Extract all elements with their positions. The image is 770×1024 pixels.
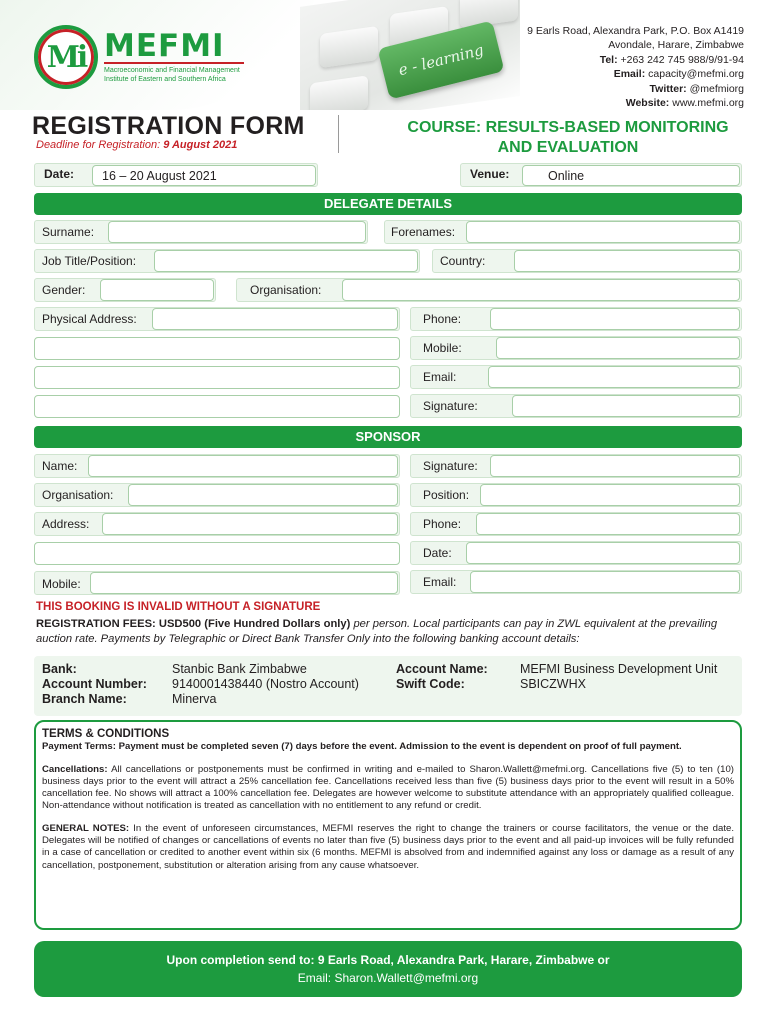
forenames-input[interactable] — [466, 221, 740, 243]
terms-and-conditions — [34, 720, 742, 930]
contact-address-1: 9 Earls Road, Alexandra Park, P.O. Box A1419 — [527, 25, 744, 37]
terms-heading: TERMS & CONDITIONS — [42, 728, 170, 740]
physical-address-input-3[interactable] — [34, 366, 400, 389]
phone-label: Phone: — [423, 312, 462, 326]
sponsor-email-label: Email: — [423, 575, 457, 589]
forenames-label: Forenames: — [391, 225, 456, 239]
contact-block — [527, 24, 744, 110]
surname-label: Surname: — [42, 225, 95, 239]
contact-website: Website: www.mefmi.org — [625, 97, 744, 110]
sponsor-signature-input[interactable] — [490, 455, 740, 477]
sponsor-date-label: Date: — [423, 546, 452, 560]
gender-input[interactable] — [100, 279, 214, 301]
form-title: REGISTRATION FORM — [32, 112, 305, 140]
physical-address-input-2[interactable] — [34, 337, 400, 360]
payment-terms: Payment Terms: Payment must be completed seven (7) days before the event. Admission to the event is dependent on proof of full payment. — [42, 741, 682, 753]
physical-address-input-4[interactable] — [34, 395, 400, 418]
physical-address-label: Physical Address: — [42, 312, 137, 326]
bank-values: Stanbic Bank Zimbabwe 9140001438440 (Nostro Account) Minerva — [172, 662, 359, 706]
mefmi-logo — [34, 24, 264, 90]
submission-footer — [34, 941, 742, 997]
course-title: COURSE: RESULTS-BASED MONITORING AND EVALUATION — [407, 119, 729, 156]
sponsor-phone-label: Phone: — [423, 517, 462, 531]
physical-address-input-1[interactable] — [152, 308, 398, 330]
logo-name: MEFMI — [104, 28, 225, 64]
sponsor-address-input-2[interactable] — [34, 542, 400, 565]
phone-input[interactable] — [490, 308, 740, 330]
contact-address-2: Avondale, Harare, Zimbabwe — [608, 39, 744, 52]
mobile-input[interactable] — [496, 337, 740, 359]
contact-email: Email: capacity@mefmi.org — [613, 68, 744, 81]
venue-value: Online — [548, 169, 585, 183]
logo-subtitle: Macroeconomic and Financial Management Institute of Eastern and Southern Africa — [104, 62, 244, 84]
footer-email[interactable]: Email: Sharon.Wallett@mefmi.org — [297, 971, 479, 985]
keyboard-key — [320, 26, 378, 68]
invalid-booking-notice: THIS BOOKING IS INVALID WITHOUT A SIGNATURE — [36, 601, 321, 613]
delegate-section-header: DELEGATE DETAILS — [34, 193, 742, 215]
organisation-input[interactable] — [342, 279, 740, 301]
contact-tel: Tel: +263 242 745 988/9/91-94 — [599, 53, 744, 66]
sponsor-section-header: SPONSOR — [34, 426, 742, 448]
date-label: Date: — [44, 167, 75, 181]
general-notes: GENERAL NOTES: In the event of unforeseen circumstances, MEFMI reserves the right to change the trainers or course facilitators, the venue or the date. Delegates will be notified of changes or cancellations of events no later than five (5) business days prior to the event and all paid-up invoices will be fully refunded in a case of cancellation or credited to another event within six (6 months. MEFMI is absolved from and indemnified against any loss or damage as a result of any cancellation, postponement, substitution or alteration arising from any cause whatsoever. — [42, 822, 734, 871]
contact-twitter: Twitter: @mefmiorg — [649, 82, 744, 95]
sponsor-address-input-1[interactable] — [102, 513, 398, 535]
venue-label: Venue: — [470, 167, 510, 181]
email-label: Email: — [423, 370, 457, 384]
signature-label: Signature: — [423, 399, 478, 413]
registration-fees: REGISTRATION FEES: USD500 (Five Hundred Dollars only) per person. Local participants can pay in ZWL equivalent at the prevailing auction rate. Payments by Telegraphic or Direct Bank Transfer Only into the following banking account details: — [36, 618, 718, 645]
sponsor-mobile-label: Mobile: — [42, 577, 81, 591]
footer-address: Upon completion send to: 9 Earls Road, Alexandra Park, Harare, Zimbabwe or — [166, 953, 610, 967]
sponsor-organisation-input[interactable] — [128, 484, 398, 506]
sponsor-mobile-input[interactable] — [90, 572, 398, 594]
sponsor-email-input[interactable] — [470, 571, 740, 593]
account-labels: Account Name: Swift Code: — [396, 662, 488, 691]
job-title-label: Job Title/Position: — [42, 254, 137, 268]
gender-label: Gender: — [42, 283, 86, 297]
country-label: Country: — [440, 254, 486, 268]
keyboard-key — [310, 75, 368, 110]
sponsor-position-input[interactable] — [480, 484, 740, 506]
account-values: MEFMI Business Development Unit SBICZWHX — [520, 662, 718, 691]
sponsor-name-input[interactable] — [88, 455, 398, 477]
sponsor-position-label: Position: — [423, 488, 470, 502]
email-input[interactable] — [488, 366, 740, 388]
sponsor-address-label: Address: — [42, 517, 90, 531]
bank-labels: Bank: Account Number: Branch Name: — [42, 662, 147, 706]
sponsor-name-label: Name: — [42, 459, 78, 473]
date-value: 16 – 20 August 2021 — [102, 169, 217, 183]
country-input[interactable] — [514, 250, 740, 272]
sponsor-date-input[interactable] — [466, 542, 740, 564]
mobile-label: Mobile: — [423, 341, 462, 355]
title-divider — [338, 115, 339, 153]
registration-deadline: Deadline for Registration: 9 August 2021 — [36, 139, 238, 151]
surname-input[interactable] — [108, 221, 366, 243]
logo-mark-icon: Mi — [34, 25, 98, 89]
signature-input[interactable] — [512, 395, 740, 417]
sponsor-phone-input[interactable] — [476, 513, 740, 535]
bank-details — [34, 656, 742, 716]
cancellations: Cancellations: All cancellations or postponements must be confirmed in writing and e-mailed to Sharon.Wallett@mefmi.org. Cancellations five (5) to ten (10) business days prior to the event will attract a 25% cancellation fee. Cancellations received less than five (5) business days prior to the event will result in a 50% cancellation fee. No shows will attract a 100% cancellation fee. Delegates are however welcome to substitute attendance with an appropriately qualified colleague. Non-attendance without notification is treated as cancellation with no entitlement to any refund or credit. — [42, 763, 734, 812]
elearning-key: e - learning — [377, 20, 504, 99]
organisation-label: Organisation: — [250, 283, 322, 297]
sponsor-signature-label: Signature: — [423, 459, 478, 473]
job-title-input[interactable] — [154, 250, 418, 272]
sponsor-organisation-label: Organisation: — [42, 488, 114, 502]
